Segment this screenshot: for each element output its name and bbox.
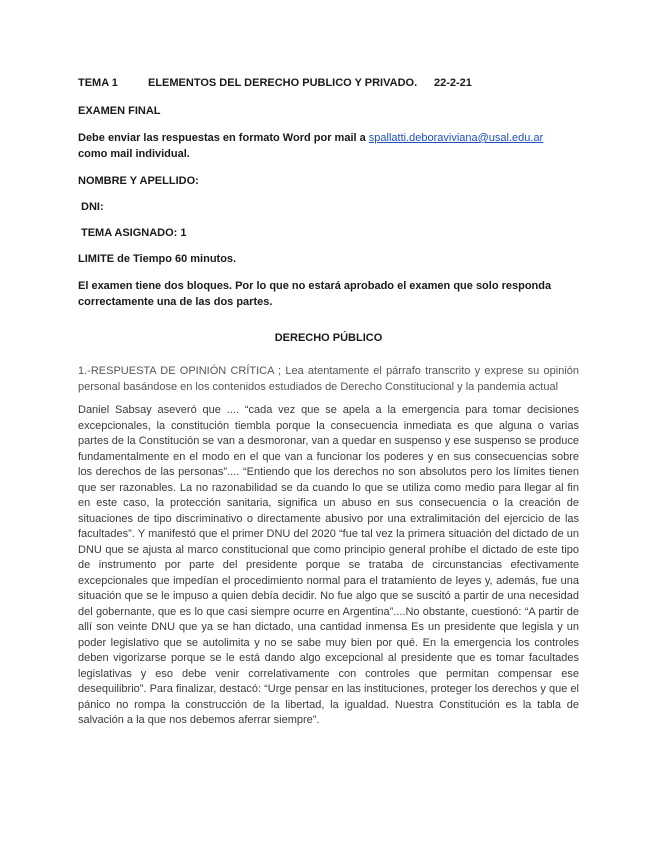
question-text: 1.-RESPUESTA DE OPINIÓN CRÍTICA ; Lea atentamente el párrafo transcrito y exprese su opinión personal basándose en los contenidos estudiados de Derecho Constitucional y la pandemia actual (78, 365, 579, 393)
header-row (78, 76, 579, 90)
exam-note: El examen tiene dos bloques. Por lo que no estará aprobado el examen que solo responda correctamente una de las dos partes. (78, 280, 552, 308)
tema-label: TEMA 1 (78, 77, 118, 89)
email-link[interactable]: spallatti.deboraviviana@usal.edu.ar (368, 132, 544, 144)
passage-text: Daniel Sabsay aseveró que .... “cada vez que se apela a la emergencia para tomar decisiones excepcionales, la constitución tiembla porque la consecuencia inmediata es que alguna o varias partes de la Constitución se van a desmoronar, van a quedar en suspenso y ese suspenso se produce fundamentalmente en el modo en el que van a funcionar los poderes y en sus consecuencias sobre los derechos de las personas”.... “Entiendo que los derechos no son absolutos pero los límites tienen que ser razonables. La no razonabilidad se da cuando lo que se utiliza como medio para llegar al fin en este caso, la protección sanitaria, significa un abuso en sus consecuencia o la creación de situaciones de tipo discriminativo o directamente abusivo por una extralimitación del ejercicio de las facultades”. Y manifestó que el primer DNU del 2020 “fue tal vez la primera situación del dictado de un DNU que se ajusta al marco constitucional que como principio general prohíbe el dictado de este tipo de instrumento por parte del presidente porque se trataba de circunstancias efectivamente excepcionales que impedían el procedimiento normal para el tratamiento de leyes y, además, fue una situación que se le impuso a quien debía decidir. No fue algo que se suscitó a partir de una necesidad del gobernante, que es lo que casi siempre ocurre en Argentina”....No obstante, cuestionó: “A partir de allí son veinte DNU que ya se han dictado, una cantidad inmensa Es un presidente que legisla y un poder legislativo que se autolimita y no se sabe muy bien por qué. En la emergencia los controles deben vigorizarse porque se le está dando algo excepcional al presidente que es tomar facultades legislativas y eso debe venir correlativamente con controles que permitan compensar ese desequilibrio”. Para finalizar, destacó: “Urge pensar en las instituciones, proteger los derechos y que el pánico no rompa la construcción de la libertad, la igualdad. Nuestra Constitución es la tabla de salvación a la que nos debemos aferrar siempre”. (78, 404, 579, 726)
section-title: DERECHO PÚBLICO (274, 332, 383, 344)
exam-date: 22-2-21 (434, 77, 472, 89)
time-limit-field: LIMITE de Tiempo 60 minutos. (78, 253, 237, 265)
instructions (78, 130, 579, 162)
dni-field: DNI: (81, 201, 104, 213)
document-title: ELEMENTOS DEL DERECHO PUBLICO Y PRIVADO. (148, 77, 418, 89)
instructions-prefix: Debe enviar las respuestas en formato Word por mail a (78, 132, 369, 144)
name-field: NOMBRE Y APELLIDO: (78, 175, 199, 187)
instructions-suffix: como mail individual. (78, 148, 190, 160)
assigned-topic-field: TEMA ASIGNADO: 1 (81, 227, 187, 239)
exam-label: EXAMEN FINAL (78, 105, 161, 117)
